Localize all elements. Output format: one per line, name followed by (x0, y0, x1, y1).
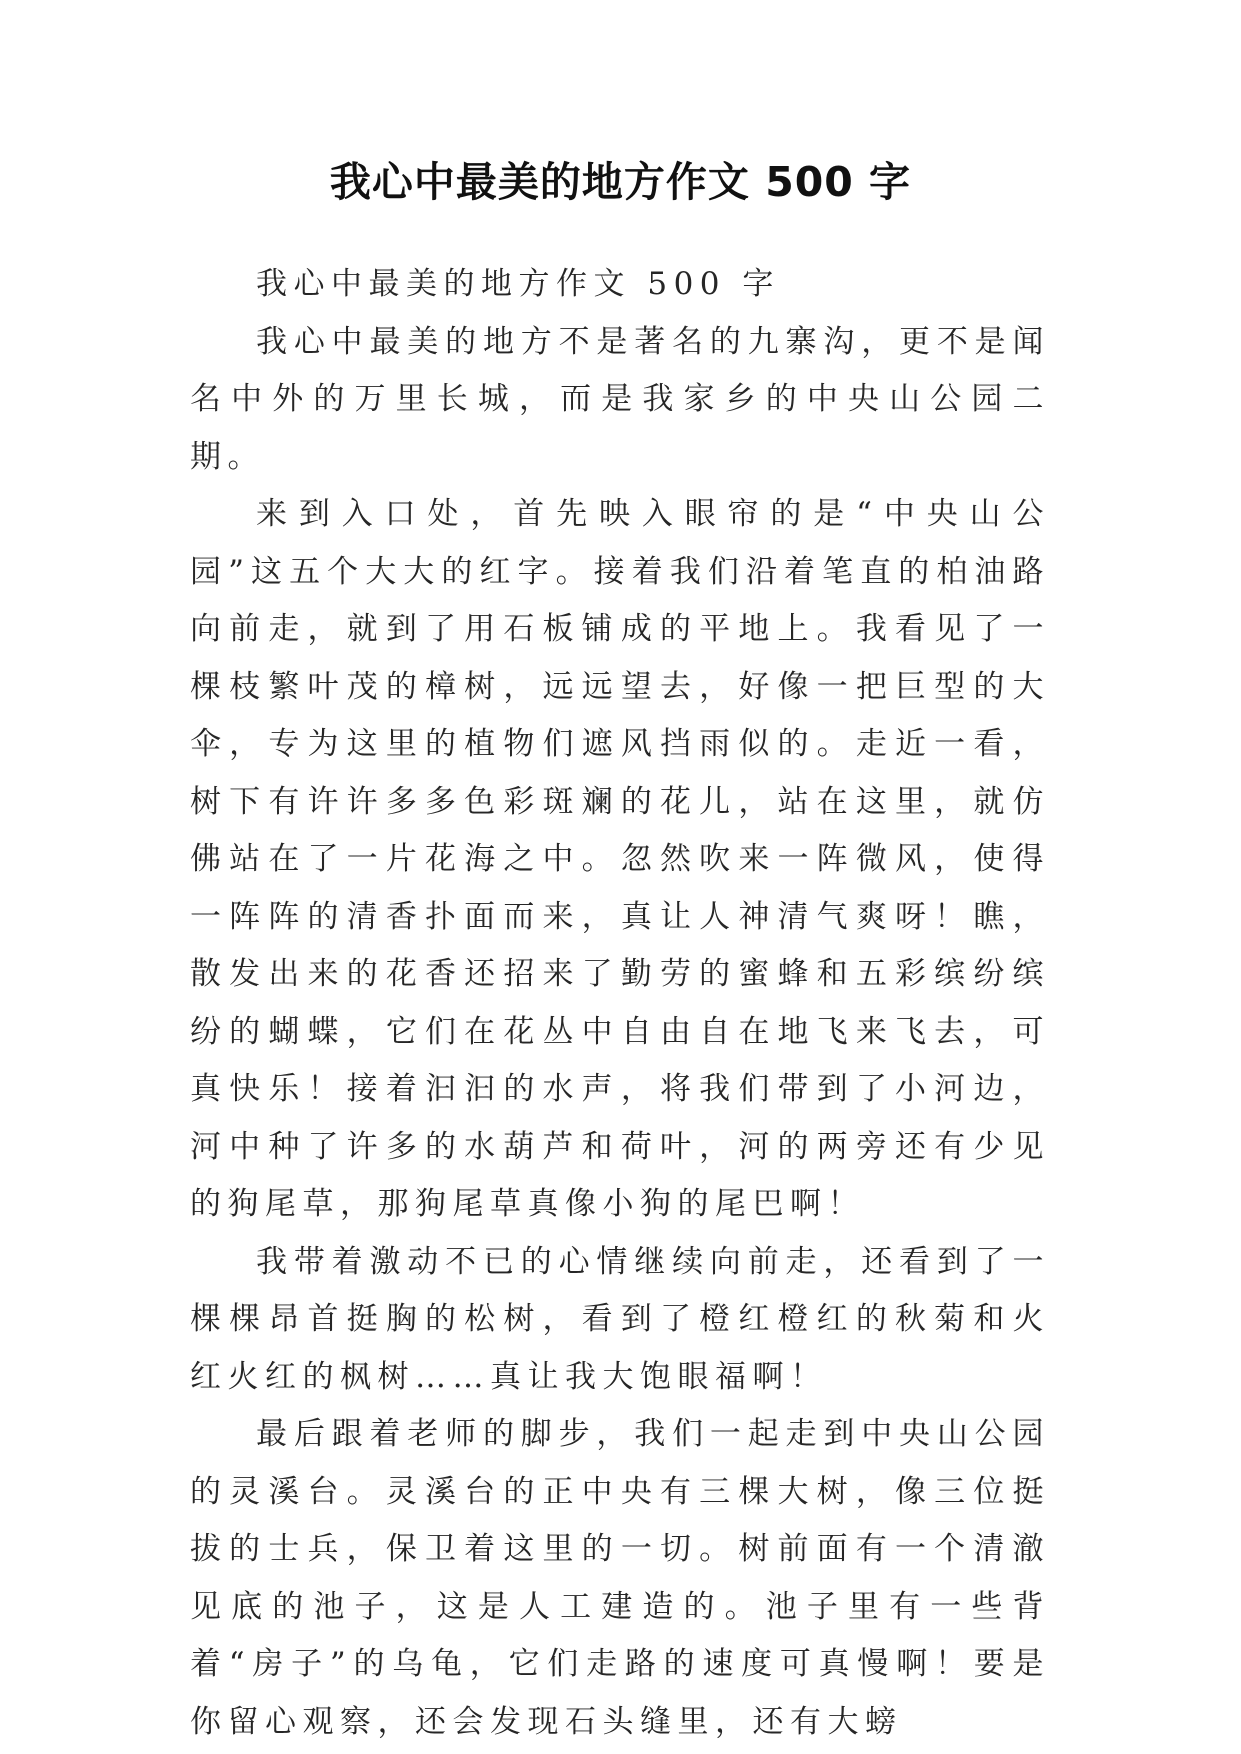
paragraph-intro: 我心中最美的地方不是著名的九寨沟，更不是闻名中外的万里长城，而是我家乡的中央山公园二期。 (190, 323, 1050, 475)
paragraph-subtitle: 我心中最美的地方作文 500 字 (256, 266, 780, 302)
paragraph-entrance: 来到入口处，首先映入眼帘的是“中央山公园”这五个大大的红字。接着我们沿着笔直的柏油路向前走，就到了用石板铺成的平地上。我看见了一棵枝繁叶茂的樟树，远远望去，好像一把巨型的大伞，专为这里的植物们遮风挡雨似的。走近一看，树下有许许多多色彩斑斓的花儿，站在这里，就仿佛站在了一片花海之中。忽然吹来一阵微风，使得一阵阵的清香扑面而来，真让人神清气爽呀！瞧，散发出来的花香还招来了勤劳的蜜蜂和五彩缤纷缤纷的蝴蝶，它们在花丛中自由自在地飞来飞去，可真快乐！接着汩汩的水声，将我们带到了小河边，河中种了许多的水葫芦和荷叶，河的两旁还有少见的狗尾草，那狗尾草真像小狗的尾巴啊！ (190, 496, 1050, 1222)
document-body (190, 256, 1050, 1751)
document-title: 我心中最美的地方作文 500 字 (329, 158, 912, 206)
paragraph-lingxi-terrace: 最后跟着老师的脚步，我们一起走到中央山公园的灵溪台。灵溪台的正中央有三棵大树，像三位挺拔的士兵，保卫着这里的一切。树前面有一个清澈见底的池子，这是人工建造的。池子里有一些背着“房子”的乌龟，它们走路的速度可真慢啊！要是你留心观察，还会发现石头缝里，还有大螃 (190, 1416, 1050, 1740)
paragraph-pine-trees: 我带着激动不已的心情继续向前走，还看到了一棵棵昂首挺胸的松树，看到了橙红橙红的秋菊和火红火红的枫树……真让我大饱眼福啊！ (190, 1243, 1050, 1395)
